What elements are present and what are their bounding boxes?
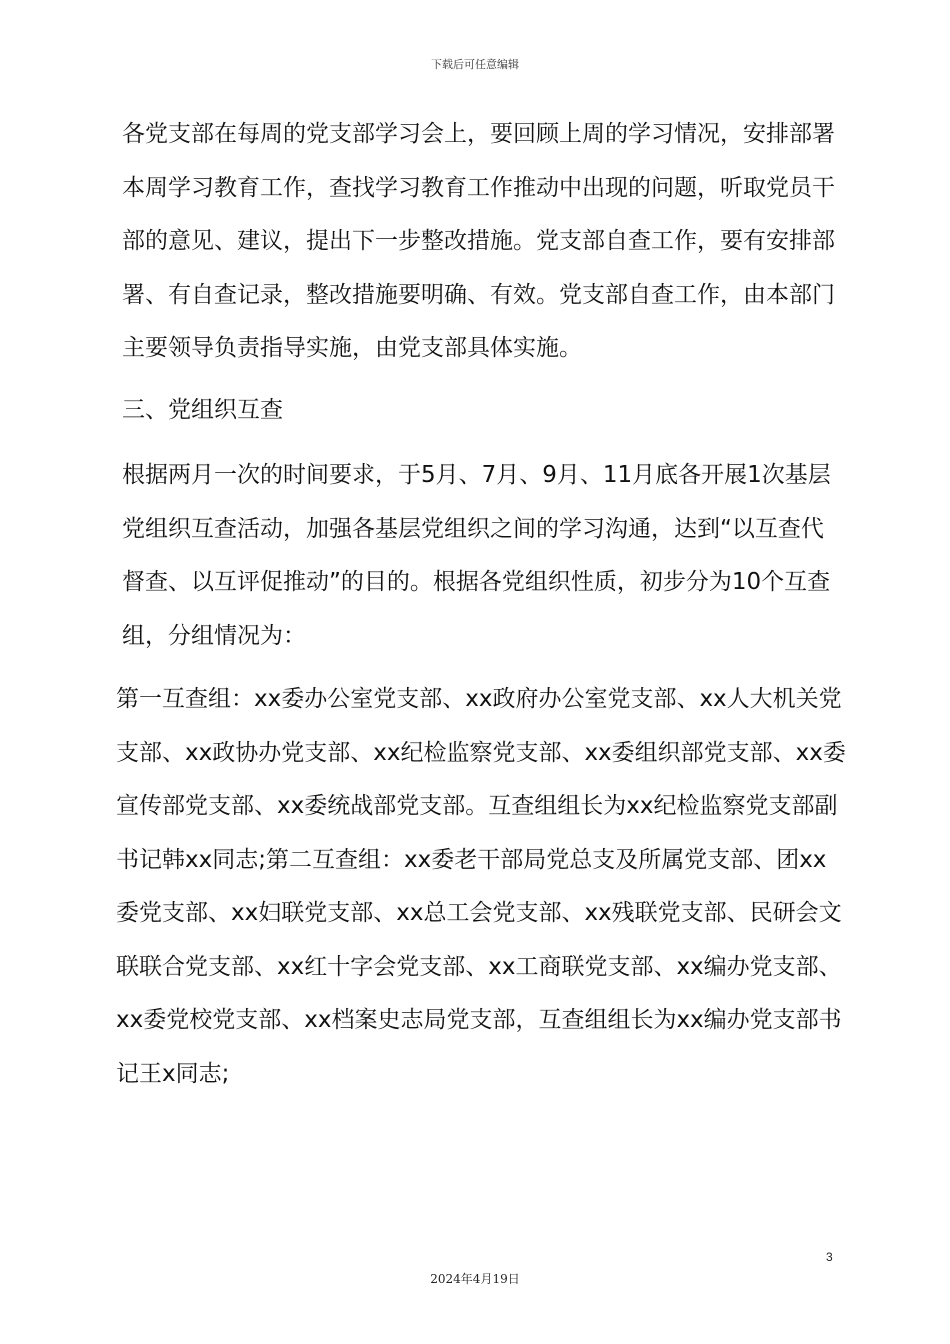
body-paragraph-group-list: 第一互查组：xx委办公室党支部、xx政府办公室党支部、xx人大机关党支部、xx政协办党支部、xx纪检监察党支部、xx委组织部党支部、xx委宣传部党支部、xx委统战部党支部。互查组组长为xx纪检监察党支部副书记韩xx同志;第二互查组：xx委老干部局党总支及所属党支部、团xx委党支部、xx妇联党支部、xx总工会党支部、xx残联党支部、民研会文联联合党支部、xx红十字会党支部、xx工商联党支部、xx编办党支部、xx委党校党支部、xx档案史志局党支部，互查组组长为xx编办党支部书记王x同志; <box>116 686 846 1087</box>
page-footer-date: 2024年4月19日 <box>430 1272 520 1286</box>
body-paragraph-self-check: 各党支部在每周的党支部学习会上，要回顾上周的学习情况，安排部署本周学习教育工作，查找学习教育工作推动中出现的问题，听取党员干部的意见、建议，提出下一步整改措施。党支部自查工作，要有安排部署、有自查记录，整改措施要明确、有效。党支部自查工作，由本部门主要领导负责指导实施，由党支部具体实施。 <box>122 121 835 361</box>
body-paragraph-mutual-check-schedule: 根据两月一次的时间要求，于5月、7月、9月、11月底各开展1次基层党组织互查活动，加强各基层党组织之间的学习沟通，达到“以互查代督查、以互评促推动”的目的。根据各党组织性质，初步分为10个互查组，分组情况为： <box>122 462 831 649</box>
page-number: 3 <box>826 1250 833 1264</box>
document-body <box>116 108 846 1101</box>
page-header: 下载后可任意编辑 <box>431 58 519 71</box>
section-heading-mutual-check: 三、党组织互查 <box>122 396 283 423</box>
